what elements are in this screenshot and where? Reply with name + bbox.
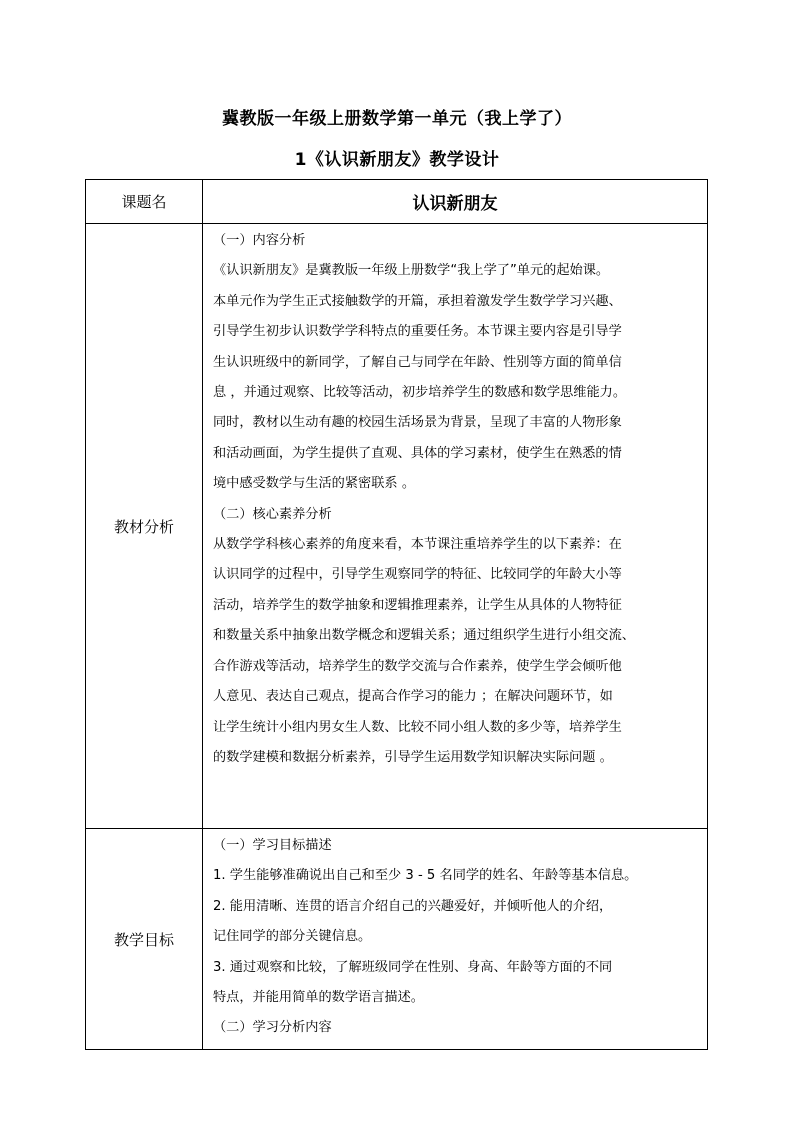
analysis-text-line: 和数量关系中抽象出数学概念和逻辑关系；通过组织学生进行小组交流、: [213, 628, 635, 644]
analysis-text-line: 合作游戏等活动，培养学生的数学交流与合作素养，使学生学会倾听他: [213, 658, 622, 674]
topic-row: [86, 180, 708, 224]
analysis-content: [203, 224, 707, 775]
document-title: 冀教版一年级上册数学第一单元（我上学了）: [222, 109, 572, 129]
goals-text-line: 特点，并能用简单的数学语言描述。: [213, 990, 424, 1006]
analysis-text-line: 本单元作为学生正式接触数学的开篇，承担着激发学生数学学习兴趣、: [213, 293, 622, 309]
analysis-text-line: 人意见、表达自己观点，提高合作学习的能力 ；在解决问题环节，如: [213, 689, 613, 705]
analysis-text-line: 生认识班级中的新同学，了解自己与同学在年龄、性别等方面的简单信: [213, 354, 622, 370]
analysis-text-line: 活动，培养学生的数学抽象和逻辑推理素养，让学生从具体的人物特征: [213, 597, 622, 613]
analysis-text-line: 的数学建模和数据分析素养，引导学生运用数学知识解决实际问题 。: [213, 749, 613, 765]
analysis-text-line: 境中感受数学与生活的紧密联系 。: [213, 476, 416, 492]
goals-text-line: 记住同学的部分关键信息。: [213, 929, 372, 945]
analysis-row: [86, 224, 708, 829]
analysis-text-line: （二）核心素养分析: [213, 506, 332, 522]
goals-text-line: 2. 能用清晰、连贯的语言介绍自己的兴趣爱好，并倾听他人的介绍，: [213, 898, 613, 914]
goals-label: 教学目标: [86, 829, 203, 1050]
analysis-text-line: 认识同学的过程中，引导学生观察同学的特征、比较同学的年龄大小等: [213, 567, 622, 583]
lesson-plan-table: [85, 179, 708, 1050]
goals-cell: [203, 829, 708, 1050]
analysis-text-line: （一）内容分析: [213, 233, 306, 248]
analysis-text-line: 同时，教材以生动有趣的校园生活场景为背景，呈现了丰富的人物形象: [213, 415, 622, 431]
goals-text-line: 1. 学生能够准确说出自己和至少 3 - 5 名同学的姓名、年龄等基本信息。: [213, 868, 638, 884]
goals-content: [203, 829, 707, 1046]
analysis-text-line: 从数学学科核心素养的角度来看，本节课注重培养学生的以下素养：在: [213, 537, 622, 553]
topic-label: 课题名: [86, 180, 203, 224]
analysis-text-line: 让学生统计小组内男女生人数、比较不同小组人数的多少等，培养学生: [213, 719, 622, 735]
analysis-text-line: 《认识新朋友》是冀教版一年级上册数学“我上学了”单元的起始课。: [213, 263, 610, 279]
goals-text-line: 3. 通过观察和比较，了解班级同学在性别、身高、年龄等方面的不同: [213, 959, 613, 975]
analysis-label: 教材分析: [86, 224, 203, 829]
goals-row: [86, 829, 708, 1050]
goals-text-line: （一）学习目标描述: [213, 838, 332, 853]
analysis-text-line: 引导学生初步认识数学学科特点的重要任务。本节课主要内容是引导学: [213, 324, 622, 340]
topic-value: 认识新朋友: [203, 180, 708, 224]
analysis-cell: [203, 224, 708, 829]
analysis-text-line: 息 ，并通过观察、比较等活动，初步培养学生的数感和数学思维能力。: [213, 385, 627, 401]
goals-text-line: （二）学习分析内容: [213, 1020, 332, 1036]
document-subtitle: 1《认识新朋友》教学设计: [294, 150, 500, 170]
analysis-text-line: 和活动画面，为学生提供了直观、具体的学习素材，使学生在熟悉的情: [213, 445, 622, 461]
